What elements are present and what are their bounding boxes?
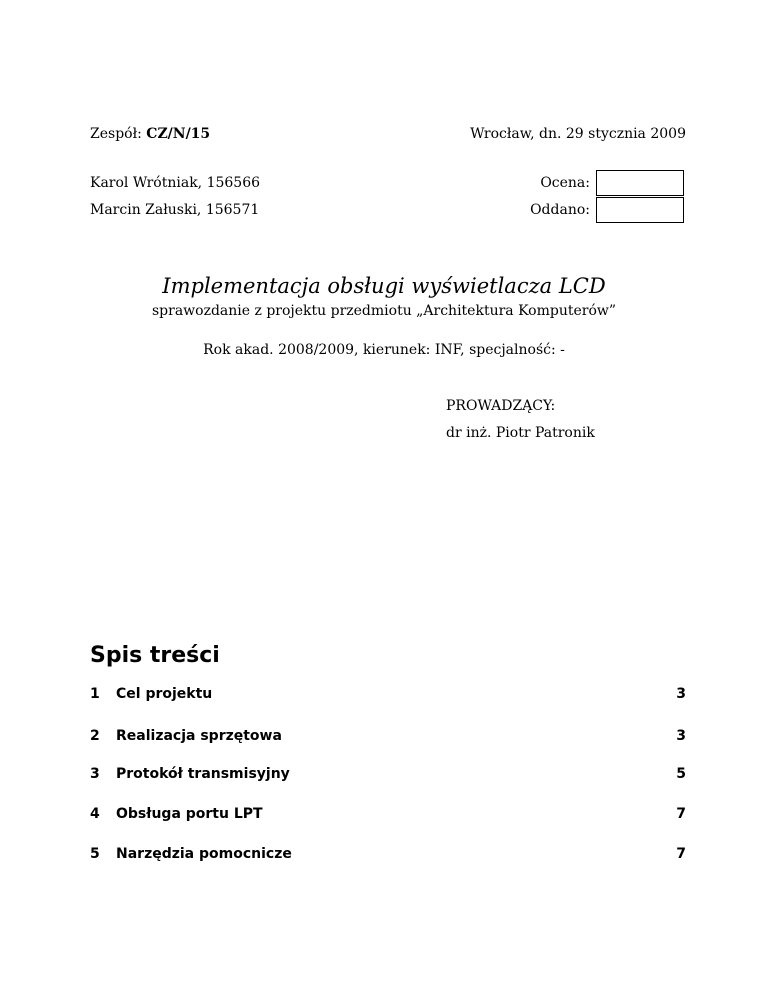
grade-box [596,170,684,196]
toc-entry-page: 7 [676,846,686,862]
toc-entry-title: Realizacja sprzętowa [116,728,282,744]
report-subtitle: sprawozdanie z projektu przedmiotu „Architektura Komputerów” [151,303,617,319]
toc-entry[interactable] [90,806,686,826]
toc-entry-number: 4 [90,806,100,822]
toc-entry-page: 3 [676,728,686,744]
supervisor-label: PROWADZĄCY: [446,398,556,414]
toc-entry-number: 1 [90,686,100,702]
toc-entry-title: Narzędzia pomocnicze [116,846,292,862]
team-line [90,126,210,142]
toc-entry-number: 5 [90,846,100,862]
place-date: Wrocław, dn. 29 stycznia 2009 [470,126,686,142]
toc-entry[interactable] [90,846,686,866]
toc-entry-page: 7 [676,806,686,822]
author-1: Karol Wrótniak, 156566 [90,175,261,191]
toc-entry-title: Obsługa portu LPT [116,806,263,822]
report-title: Implementacja obsługi wyświetlacza LCD [162,274,606,298]
toc-entry-title: Protokół transmisyjny [116,766,290,782]
supervisor-name: dr inż. Piotr Patronik [446,425,595,441]
toc-entry[interactable] [90,766,686,786]
academic-info: Rok akad. 2008/2009, kierunek: INF, specjalność: - [203,342,565,358]
grade-label: Ocena: [540,175,590,191]
toc-entry[interactable] [90,728,686,748]
toc-entry-number: 2 [90,728,100,744]
submitted-label: Oddano: [530,202,590,218]
author-2: Marcin Załuski, 156571 [90,202,260,218]
toc-entry-number: 3 [90,766,100,782]
toc-entry-title: Cel projektu [116,686,213,702]
team-value: CZ/N/15 [146,126,211,142]
toc-entry[interactable] [90,686,686,706]
submitted-box [596,197,684,223]
toc-entry-page: 3 [676,686,686,702]
toc-entry-page: 5 [676,766,686,782]
toc-heading: Spis treści [90,643,220,668]
team-label: Zespół: [90,126,142,142]
